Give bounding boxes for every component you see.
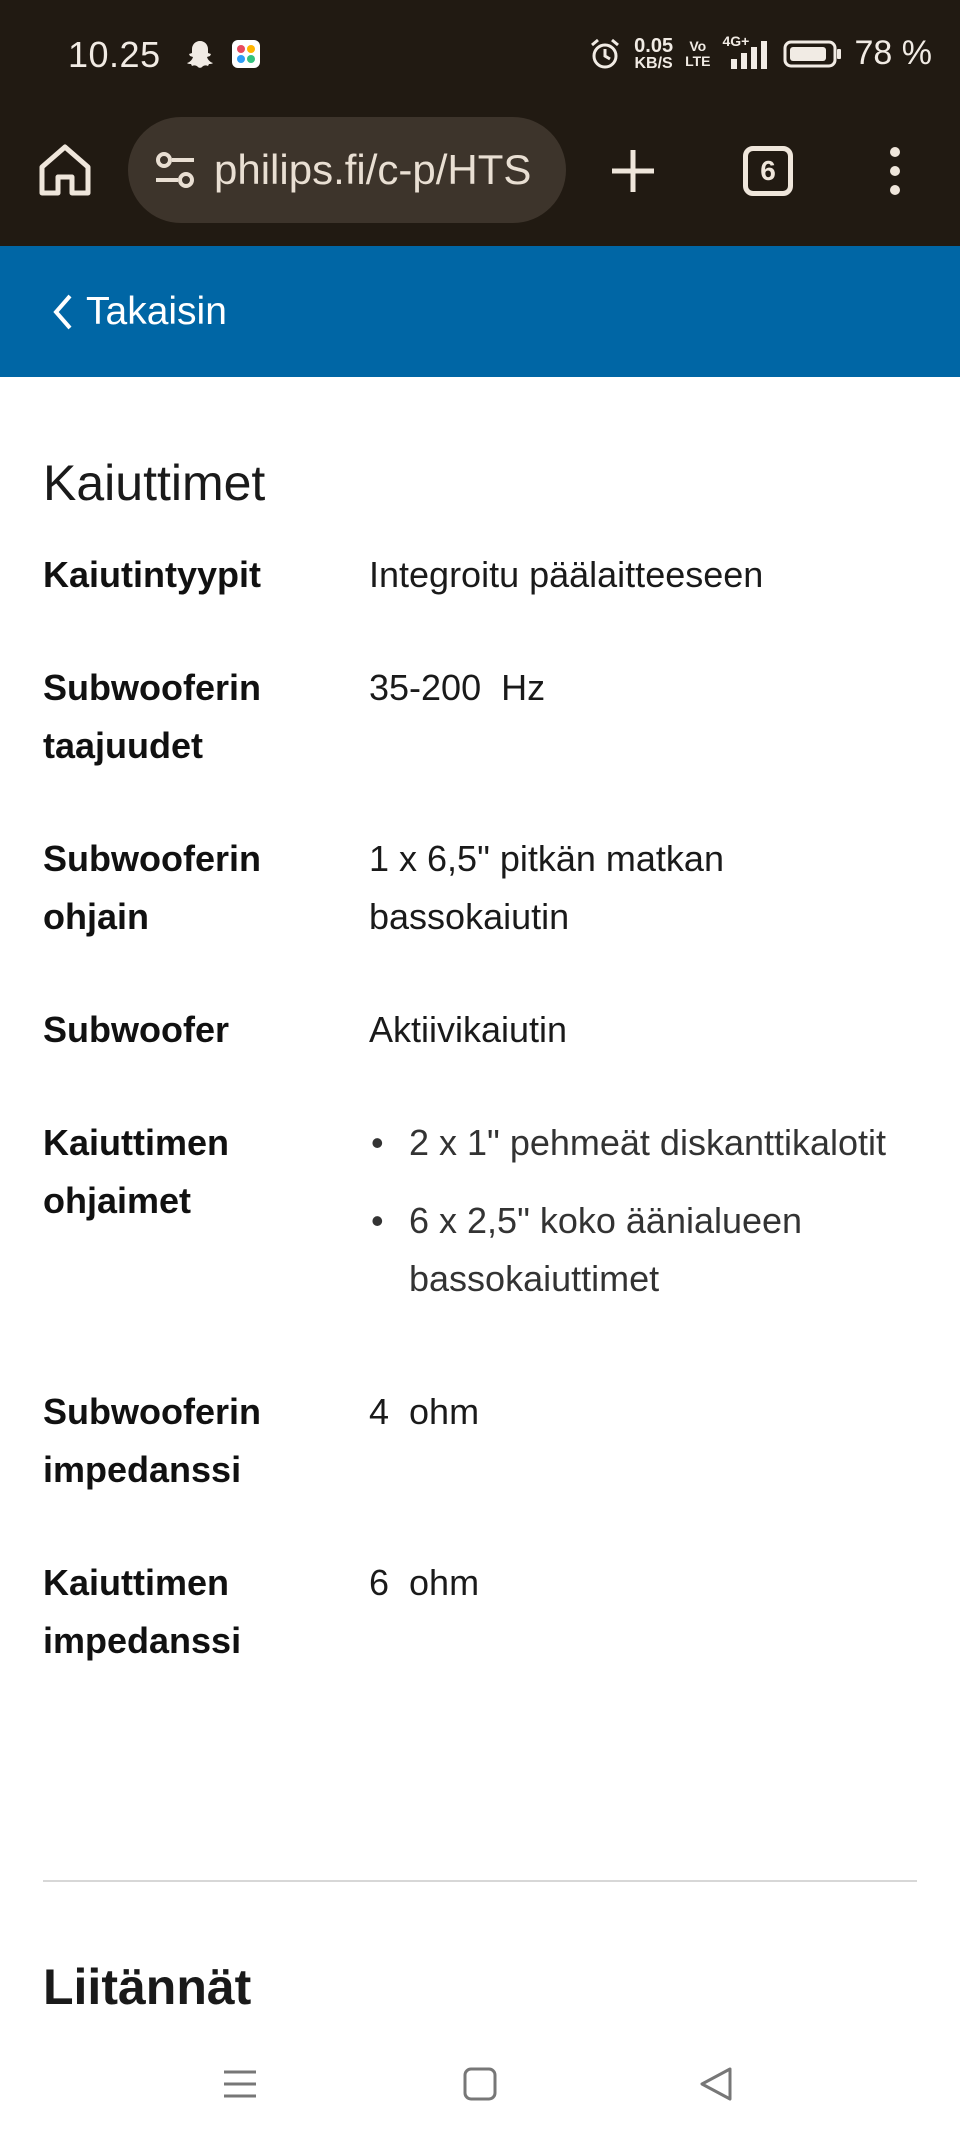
- back-label[interactable]: Takaisin: [86, 289, 227, 333]
- recent-apps-button[interactable]: [210, 2054, 270, 2114]
- list-item: • 6 x 2,5" koko äänialueen bassokaiuttimet: [369, 1192, 917, 1308]
- browser-toolbar: [0, 112, 960, 246]
- tab-switcher-button[interactable]: 6: [743, 146, 793, 196]
- back-nav-button[interactable]: [686, 2054, 746, 2114]
- spec-row: [43, 546, 917, 659]
- section-divider: [43, 1880, 917, 1882]
- spec-value: 35-200 Hz: [369, 667, 546, 708]
- url-text[interactable]: philips.fi/c-p/HTS: [214, 146, 532, 193]
- menu-lines-icon: [220, 2064, 260, 2104]
- snapchat-icon: [184, 38, 216, 70]
- spec-row: [43, 1114, 917, 1383]
- home-icon[interactable]: [36, 141, 94, 199]
- url-bar[interactable]: [128, 117, 566, 223]
- status-left-icons: [184, 38, 262, 70]
- battery-level: 78 %: [854, 34, 932, 72]
- alarm-icon: [588, 37, 622, 71]
- bullet-list: [369, 1114, 917, 1308]
- square-icon: [460, 2064, 500, 2104]
- spec-value: 4 ohm: [369, 1391, 480, 1432]
- back-link[interactable]: [50, 290, 227, 334]
- net-speed-value: 0.05: [634, 34, 674, 57]
- battery-icon: [783, 39, 843, 69]
- status-bar: [0, 0, 960, 112]
- section-title: Kaiuttimet: [43, 455, 266, 511]
- spec-label: Subwooferin impedanssi: [43, 1391, 261, 1490]
- signal-indicator: [722, 32, 771, 71]
- chevron-left-icon: [50, 292, 76, 332]
- spec-label: Kaiutintyypit: [43, 554, 262, 595]
- spec-row: [43, 1554, 917, 1725]
- spec-value-list: [369, 1114, 917, 1383]
- signal-icon: [723, 37, 771, 71]
- system-nav-bar: [0, 2040, 960, 2133]
- spec-value: Integroitu päälaitteeseen: [369, 554, 764, 595]
- signal-label: 4G+: [722, 32, 750, 49]
- next-section-title: Liitännät: [43, 1959, 252, 2015]
- spec-row: [43, 1383, 917, 1554]
- spec-row: [43, 830, 917, 1001]
- status-right: [588, 34, 932, 73]
- list-item: • 2 x 1" pehmeät diskanttikalotit: [369, 1114, 917, 1172]
- more-menu-icon[interactable]: [880, 144, 910, 198]
- status-time: 10.25: [68, 34, 161, 75]
- net-speed: [634, 36, 673, 72]
- spec-label: Subwoofer: [43, 1009, 229, 1050]
- net-speed-unit: KB/S: [634, 54, 673, 72]
- spec-value: Aktiivikaiutin: [369, 1009, 568, 1050]
- spec-label: Subwooferin ohjain: [43, 838, 261, 937]
- app-grid-icon: [230, 38, 262, 70]
- spec-label: Subwooferin taajuudet: [43, 667, 261, 766]
- home-nav-button[interactable]: [450, 2054, 510, 2114]
- volte-indicator: [685, 39, 710, 69]
- spec-table: [43, 546, 917, 1725]
- site-settings-icon[interactable]: [152, 147, 198, 193]
- volte-top: Vo: [689, 37, 707, 54]
- spec-label: Kaiuttimen impedanssi: [43, 1562, 242, 1661]
- spec-value: 1 x 6,5" pitkän matkan bassokaiutin: [369, 838, 724, 937]
- back-triangle-icon: [696, 2064, 736, 2104]
- specs-content: [43, 377, 917, 1725]
- back-bar: [0, 246, 960, 377]
- spec-row: [43, 659, 917, 830]
- new-tab-icon[interactable]: [606, 144, 660, 198]
- spec-label: Kaiuttimen ohjaimet: [43, 1122, 230, 1221]
- spec-row: [43, 1001, 917, 1114]
- volte-bottom: LTE: [685, 52, 711, 69]
- spec-value: 6 ohm: [369, 1562, 480, 1603]
